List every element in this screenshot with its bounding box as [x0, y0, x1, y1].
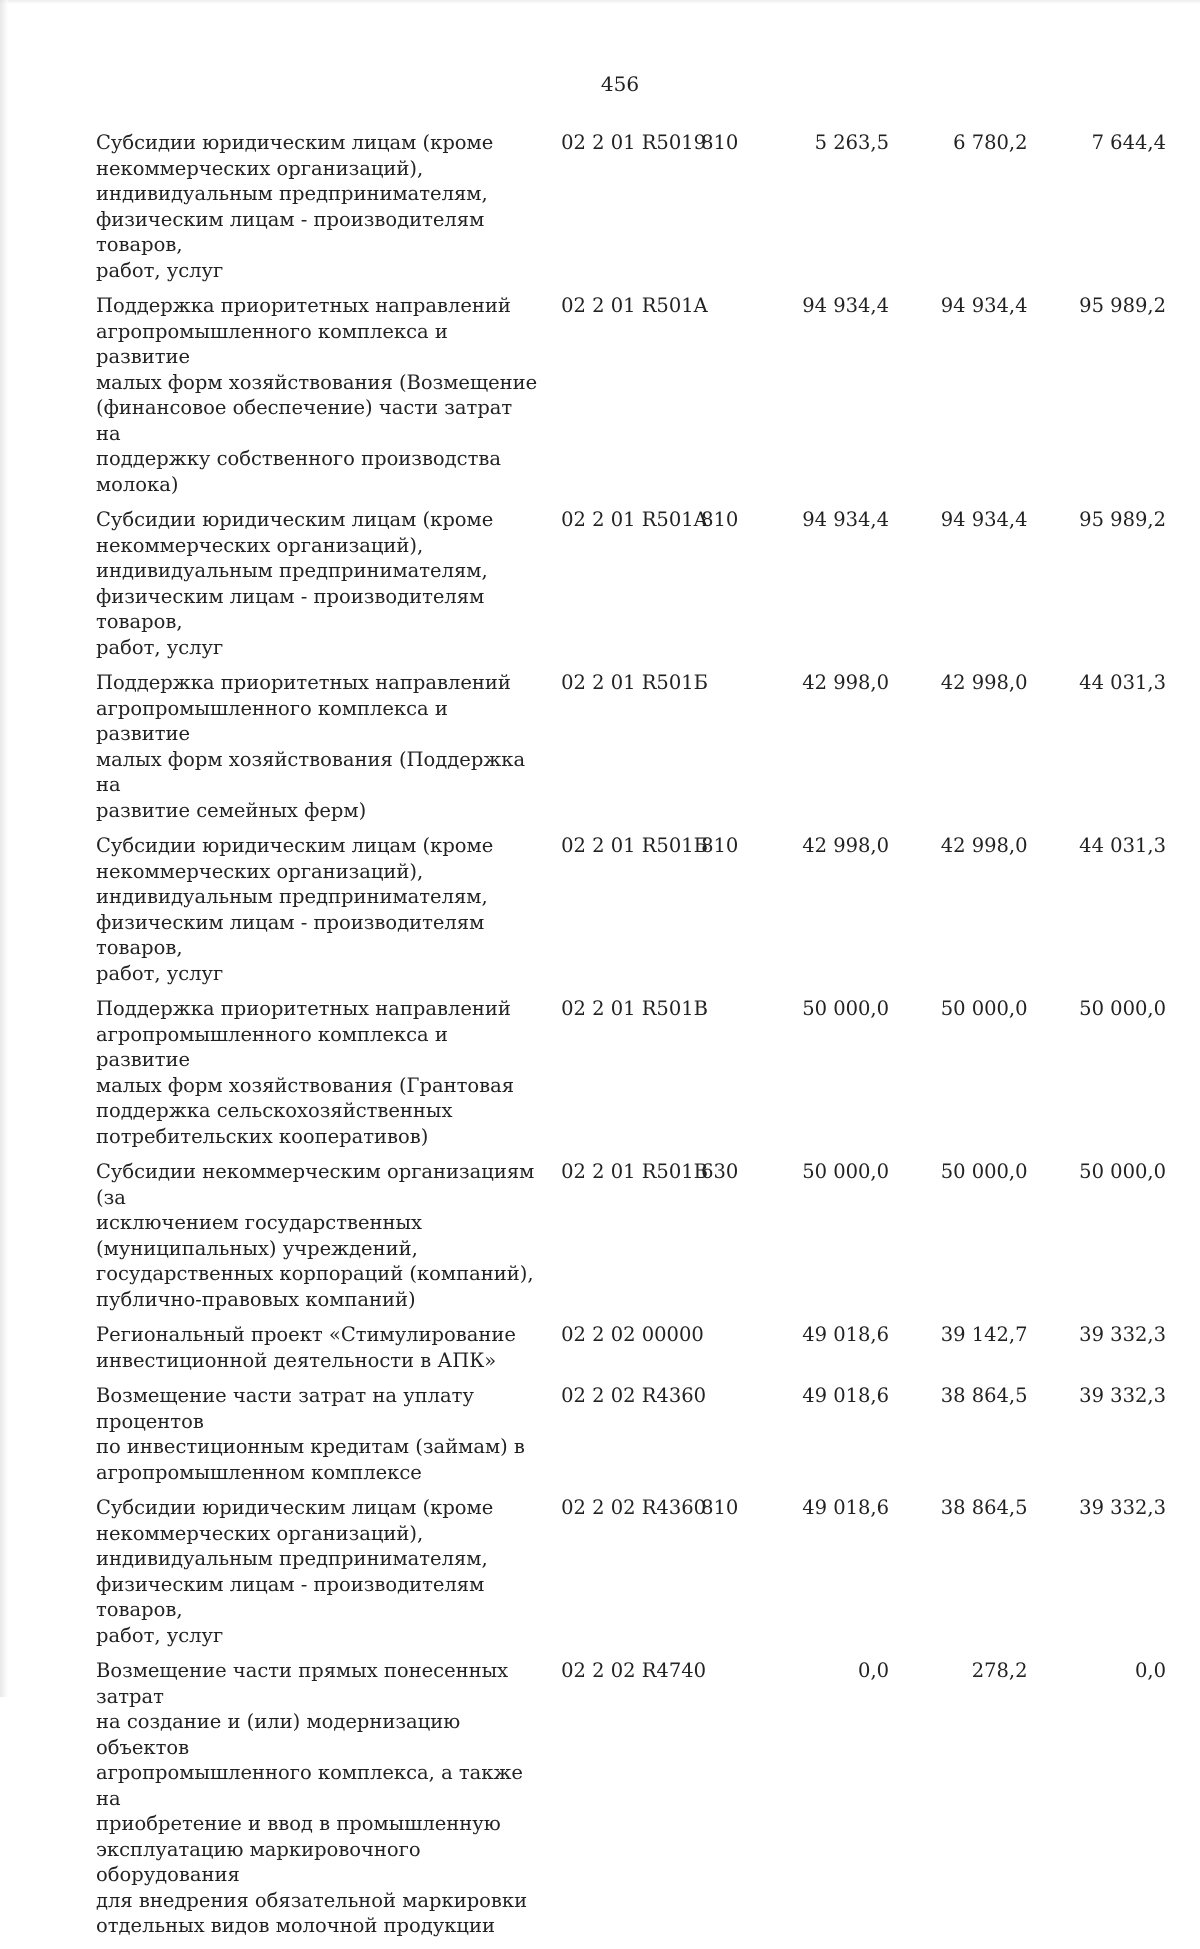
row-code: 02 2 01 R501В	[561, 1160, 708, 1183]
row-code: 02 2 01 R501Б	[561, 671, 708, 694]
table-row	[96, 293, 1166, 497]
row-name: Возмещение части прямых понесенных затрат на создание и (или) модернизацию объектов агропромышленного комплекса, а также на приобретение и ввод в промышленную эксплуатацию маркировочного оборудования для внедрения обязательной маркировки отдельных видов молочной продукции	[96, 1659, 528, 1937]
row-code: 02 2 01 R501A	[561, 508, 708, 531]
row-value-2: 38 864,5	[940, 1384, 1028, 1407]
row-value-2: 278,2	[971, 1659, 1028, 1682]
row-name: Поддержка приоритетных направлений агропромышленного комплекса и развитие малых форм хозяйствования (Возмещение (финансовое обеспечение) части затрат на поддержку собственного производства молока)	[96, 294, 538, 496]
row-value-1: 49 018,6	[802, 1496, 890, 1519]
table-row	[96, 130, 1166, 283]
row-value-2: 42 998,0	[940, 834, 1028, 857]
row-value-1: 49 018,6	[802, 1323, 890, 1346]
row-name: Субсидии юридическим лицам (кроме некоммерческих организаций), индивидуальным предпринимателям, физическим лицам - производителям товаров, работ, услуг	[96, 1496, 494, 1647]
row-name: Субсидии юридическим лицам (кроме некоммерческих организаций), индивидуальным предпринимателям, физическим лицам - производителям товаров, работ, услуг	[96, 508, 494, 659]
row-code: 02 2 02 R4740	[561, 1659, 707, 1682]
row-value-1: 50 000,0	[802, 1160, 890, 1183]
row-name: Субсидии некоммерческим организациям (за исключением государственных (муниципальных) учреждений, государственных корпораций (компаний), публично-правовых компаний)	[96, 1160, 535, 1311]
table-row	[96, 670, 1166, 823]
row-value-1: 0,0	[858, 1659, 890, 1682]
row-name: Поддержка приоритетных направлений агропромышленного комплекса и развитие малых форм хозяйствования (Грантовая поддержка сельскохозяйственных потребительских кооперативов)	[96, 997, 515, 1148]
row-value-3: 0,0	[1135, 1659, 1167, 1682]
row-name: Региональный проект «Стимулирование инвестиционной деятельности в АПК»	[96, 1323, 516, 1372]
row-value-1: 50 000,0	[802, 997, 890, 1020]
budget-table	[96, 130, 1166, 1949]
row-code: 02 2 02 00000	[561, 1323, 704, 1346]
row-name: Возмещение части затрат на уплату процентов по инвестиционным кредитам (займам) в агропромышленном комплексе	[96, 1384, 525, 1484]
row-value-1: 42 998,0	[802, 834, 890, 857]
row-value-1: 49 018,6	[802, 1384, 890, 1407]
row-value-3: 39 332,3	[1079, 1384, 1167, 1407]
row-value-3: 95 989,2	[1079, 294, 1167, 317]
row-code: 02 2 02 R4360	[561, 1496, 707, 1519]
table-row	[96, 1322, 1166, 1373]
table-row	[96, 1383, 1166, 1485]
row-value-1: 94 934,4	[802, 508, 890, 531]
scan-left-shadow	[0, 0, 8, 1697]
row-value-3: 50 000,0	[1079, 997, 1167, 1020]
table-row	[96, 1658, 1166, 1939]
row-value-3: 50 000,0	[1079, 1160, 1167, 1183]
row-value-1: 42 998,0	[802, 671, 890, 694]
table-row	[96, 833, 1166, 986]
row-code: 02 2 01 R501A	[561, 294, 708, 317]
table-row	[96, 996, 1166, 1149]
row-value-3: 44 031,3	[1079, 671, 1167, 694]
row-kind: 810	[701, 131, 739, 154]
row-value-1: 94 934,4	[802, 294, 890, 317]
row-value-2: 6 780,2	[953, 131, 1028, 154]
row-name: Субсидии юридическим лицам (кроме некоммерческих организаций), индивидуальным предпринимателям, физическим лицам - производителям товаров, работ, услуг	[96, 834, 494, 985]
row-value-2: 38 864,5	[940, 1496, 1028, 1519]
row-code: 02 2 01 R501Б	[561, 834, 708, 857]
row-value-3: 39 332,3	[1079, 1323, 1167, 1346]
table-row	[96, 1159, 1166, 1312]
row-value-2: 94 934,4	[940, 294, 1028, 317]
table-row	[96, 507, 1166, 660]
row-code: 02 2 02 R4360	[561, 1384, 707, 1407]
row-value-1: 5 263,5	[814, 131, 890, 154]
row-value-2: 50 000,0	[940, 997, 1028, 1020]
row-code: 02 2 01 R5019	[561, 131, 707, 154]
row-value-2: 39 142,7	[940, 1323, 1028, 1346]
table-row	[96, 1495, 1166, 1648]
row-kind: 630	[701, 1160, 739, 1183]
row-value-3: 7 644,4	[1091, 131, 1167, 154]
row-value-3: 95 989,2	[1079, 508, 1167, 531]
row-value-2: 50 000,0	[940, 1160, 1028, 1183]
row-value-3: 44 031,3	[1079, 834, 1167, 857]
page-number: 456	[600, 72, 640, 96]
row-name: Поддержка приоритетных направлений агропромышленного комплекса и развитие малых форм хозяйствования (Поддержка на развитие семейных ферм)	[96, 671, 526, 822]
row-kind: 810	[701, 1496, 739, 1519]
row-value-2: 94 934,4	[940, 508, 1028, 531]
row-code: 02 2 01 R501В	[561, 997, 708, 1020]
row-value-2: 42 998,0	[940, 671, 1028, 694]
row-kind: 810	[701, 834, 739, 857]
row-value-3: 39 332,3	[1079, 1496, 1167, 1519]
scan-top-shadow	[0, 0, 1200, 4]
row-kind: 810	[701, 508, 739, 531]
row-name: Субсидии юридическим лицам (кроме некоммерческих организаций), индивидуальным предпринимателям, физическим лицам - производителям товаров, работ, услуг	[96, 131, 494, 282]
